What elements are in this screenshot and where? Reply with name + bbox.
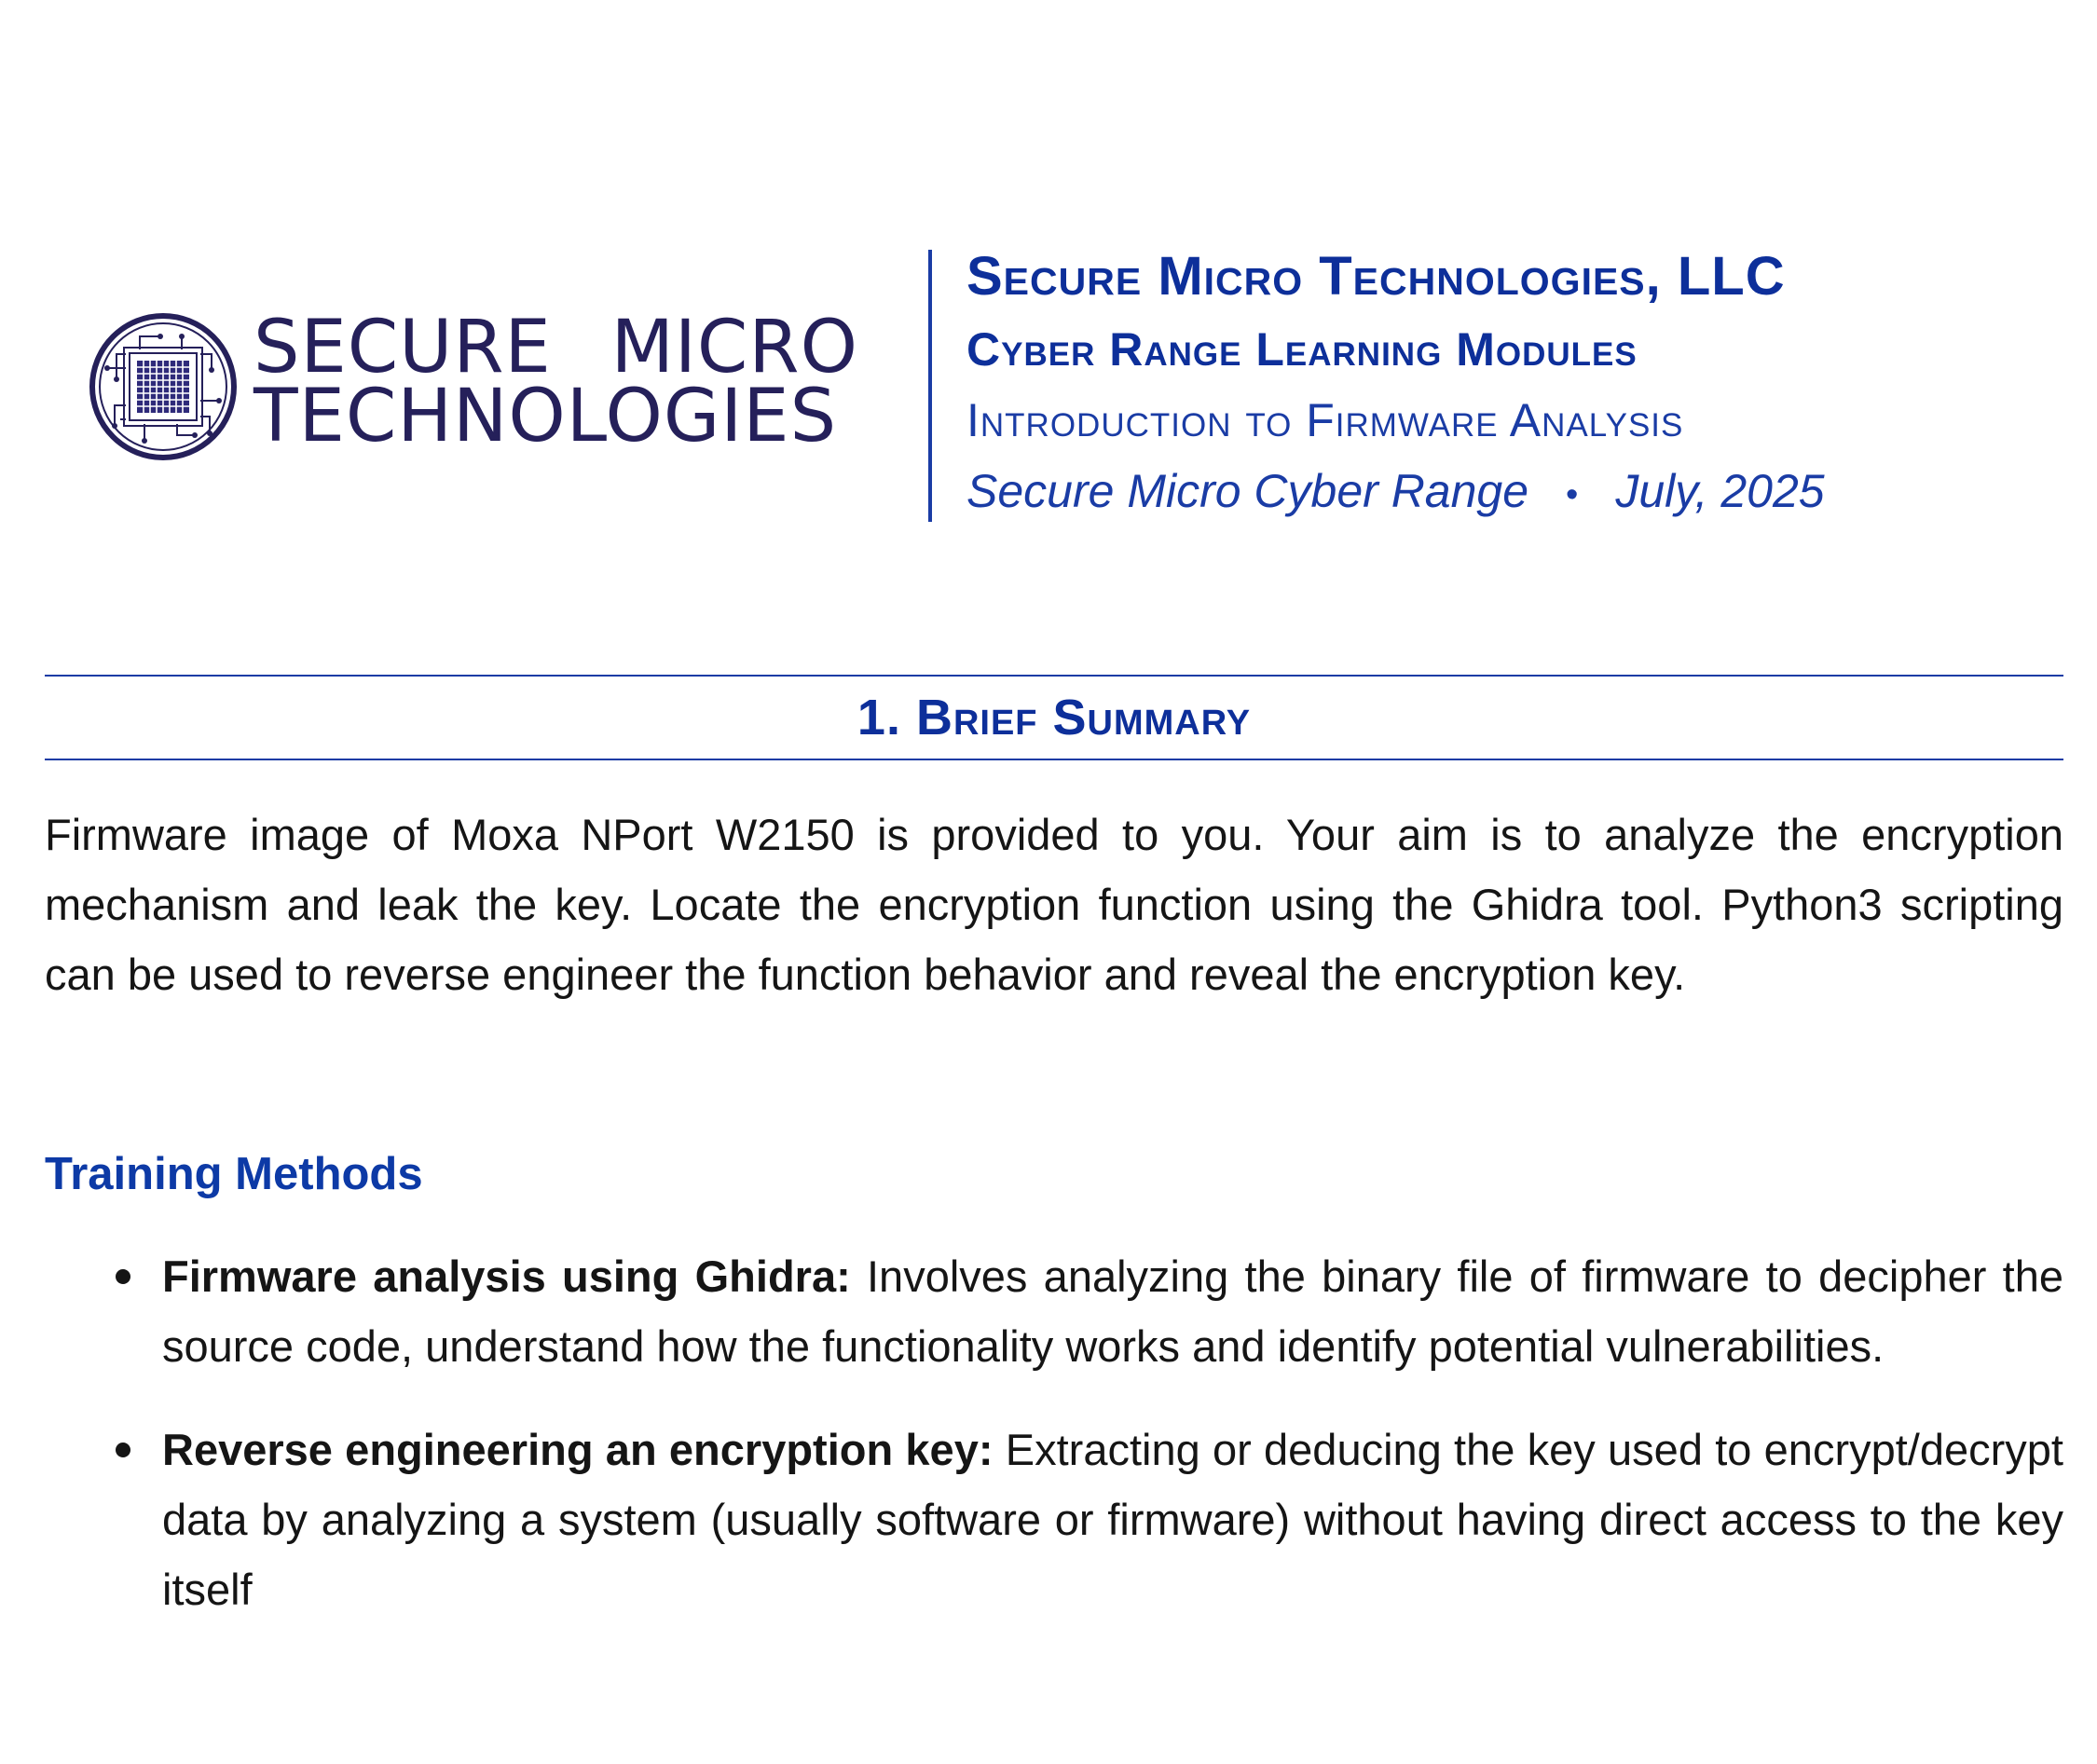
list-item-term: Firmware analysis using Ghidra:	[162, 1251, 851, 1301]
bullet-icon	[116, 1269, 130, 1284]
list-item-term: Reverse engineering an encryption key:	[162, 1425, 994, 1474]
logo-wordmark-line1: SECURE MICRO	[254, 306, 858, 390]
list-item	[162, 1415, 2063, 1624]
list-item-text: Involves analyzing the binary file of firmware to decipher the source code, understand how the functionality works and identify potential vulnerabilities.	[162, 1251, 2063, 1371]
company-name: Secure Micro Technologies, LLC	[966, 246, 1786, 307]
range-name: Secure Micro Cyber Range	[966, 465, 1529, 517]
list-item	[162, 1241, 2063, 1381]
summary-paragraph: Firmware image of Moxa NPort W2150 is provided to you. Your aim is to analyze the encryption mechanism and leak the key. Locate the encryption function using the Ghidra tool. Python3 scripting can be used to reverse engineer the function behavior and reveal the encryption key.	[45, 810, 2063, 999]
secure-micro-chip-logo-icon	[89, 312, 238, 461]
range-date-line	[966, 465, 1825, 518]
training-methods-heading: Training Methods	[45, 1149, 423, 1199]
list-item-text: Extracting or deducing the key used to encrypt/decrypt data by analyzing a system (usually software or firmware) without having direct access to the key itself	[162, 1425, 2063, 1614]
logo-wordmark	[254, 306, 858, 458]
logo-wordmark-line2: TECHNOLOGIES	[254, 375, 838, 458]
document-header	[0, 0, 2097, 578]
bullet-separator: •	[1566, 474, 1579, 514]
module-title: Introduction to Firmware Analysis	[966, 394, 1684, 446]
section-heading-box	[45, 675, 2063, 760]
publication-date: July, 2025	[1615, 465, 1825, 517]
header-divider	[928, 250, 932, 522]
header-meta	[966, 246, 1825, 518]
section-heading: 1. Brief Summary	[857, 690, 1252, 745]
bullet-icon	[116, 1443, 130, 1457]
series-title: Cyber Range Learning Modules	[966, 323, 1638, 376]
training-methods-list	[162, 1241, 2063, 1658]
